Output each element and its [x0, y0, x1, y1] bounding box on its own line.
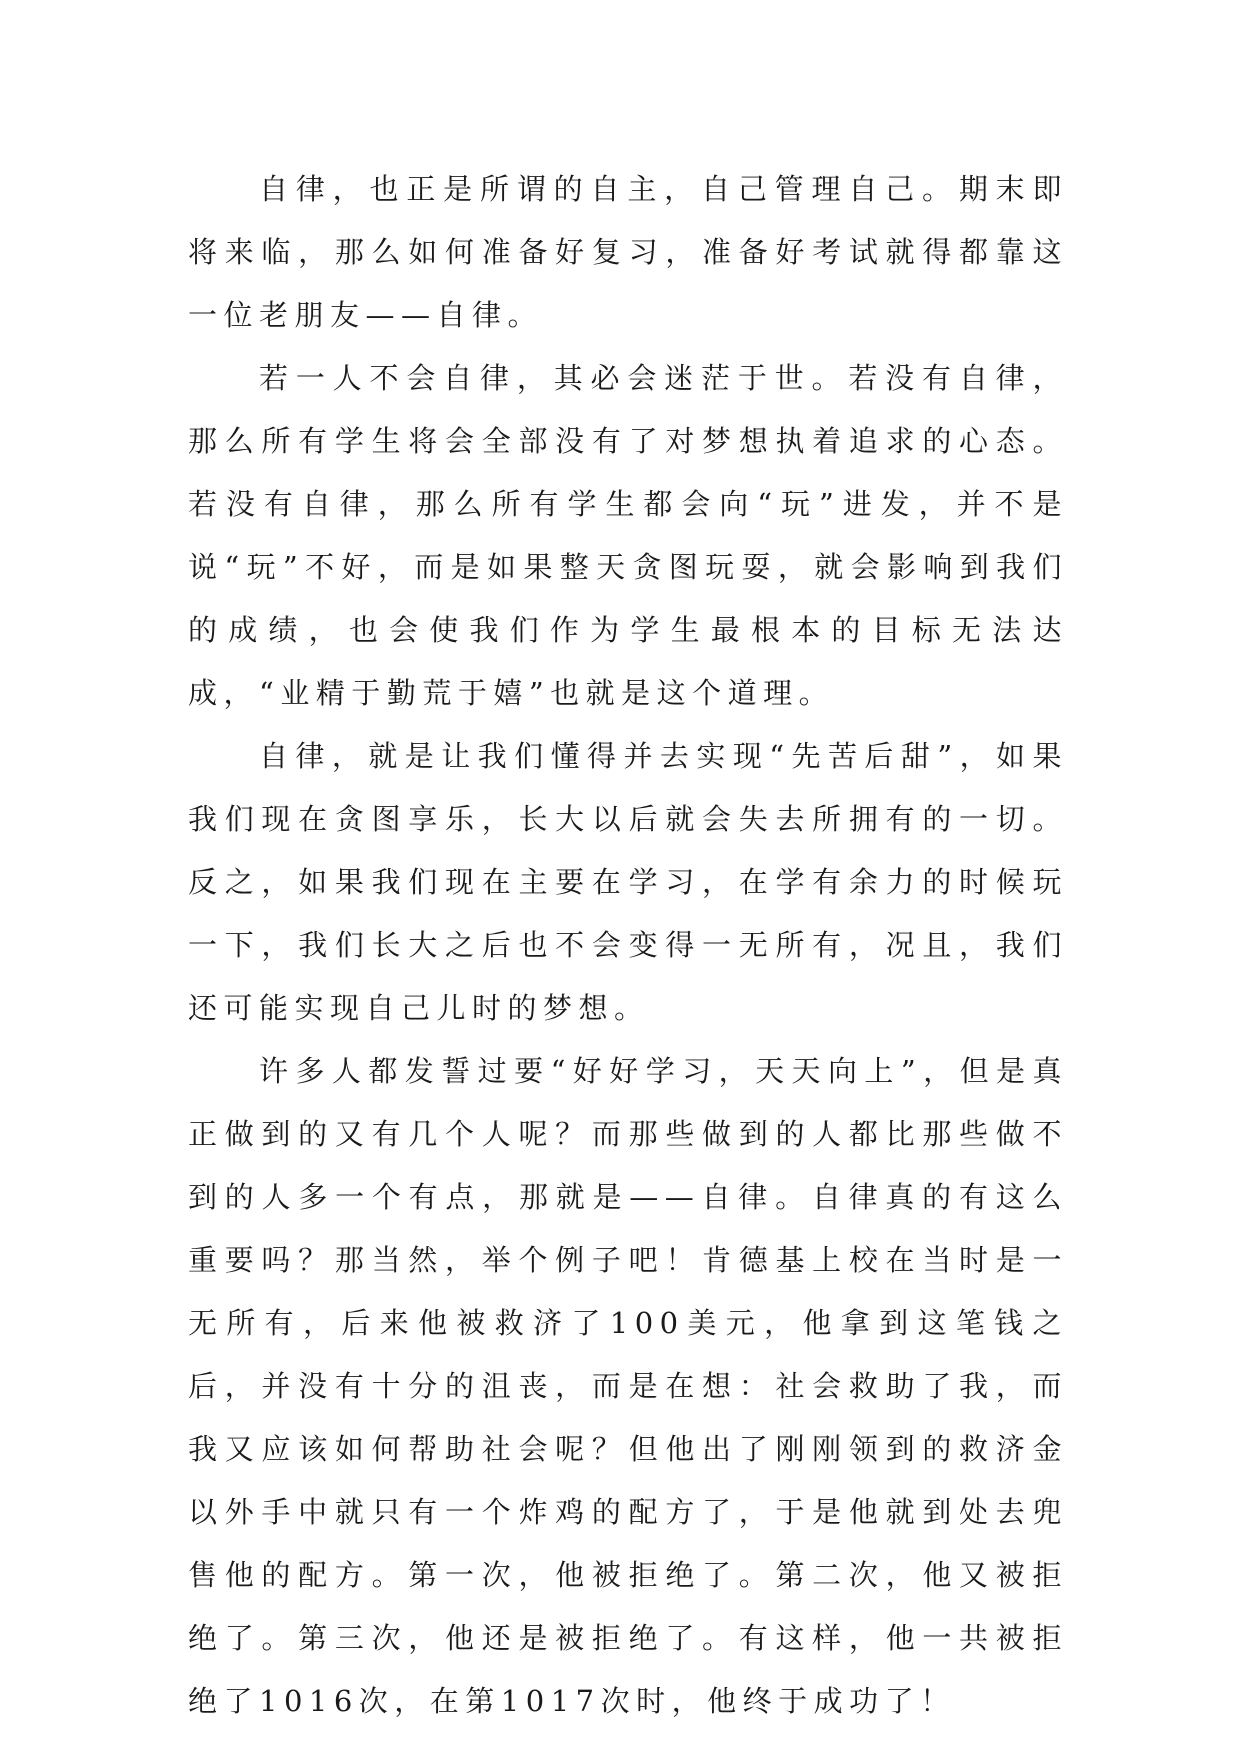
paragraph-4: 许多人都发誓过要“好好学习，天天向上”，但是真正做到的又有几个人呢？而那些做到的人都比那些做不到的人多一个有点，那就是——自律。自律真的有这么重要吗？那当然，举个例子吧！肯德基上校在当时是一无所有，后来他被救济了100美元，他拿到这笔钱之后，并没有十分的沮丧，而是在想：社会救助了我，而我又应该如何帮助社会呢？但他出了刚刚领到的救济金以外手中就只有一个炸鸡的配方了，于是他就到处去兜售他的配方。第一次，他被拒绝了。第二次，他又被拒绝了。第三次，他还是被拒绝了。有这样，他一共被拒绝了1016次，在第1017次时，他终于成功了！ — [188, 1054, 1068, 1718]
paragraph-1: 自律，也正是所谓的自主，自己管理自己。期末即将来临，那么如何准备好复习，准备好考试就得都靠这一位老朋友——自律。 — [188, 172, 1068, 332]
paragraph-2: 若一人不会自律，其必会迷茫于世。若没有自律，那么所有学生将会全部没有了对梦想执着追求的心态。若没有自律，那么所有学生都会向“玩”进发，并不是说“玩”不好，而是如果整天贪图玩耍，就会影响到我们的成绩，也会使我们作为学生最根本的目标无法达成，“业精于勤荒于嬉”也就是这个道理。 — [188, 361, 1068, 710]
document-page — [188, 158, 1068, 1733]
paragraph-3: 自律，就是让我们懂得并去实现“先苦后甜”，如果我们现在贪图享乐，长大以后就会失去所拥有的一切。反之，如果我们现在主要在学习，在学有余力的时候玩一下，我们长大之后也不会变得一无所有，况且，我们还可能实现自己儿时的梦想。 — [188, 739, 1068, 1025]
